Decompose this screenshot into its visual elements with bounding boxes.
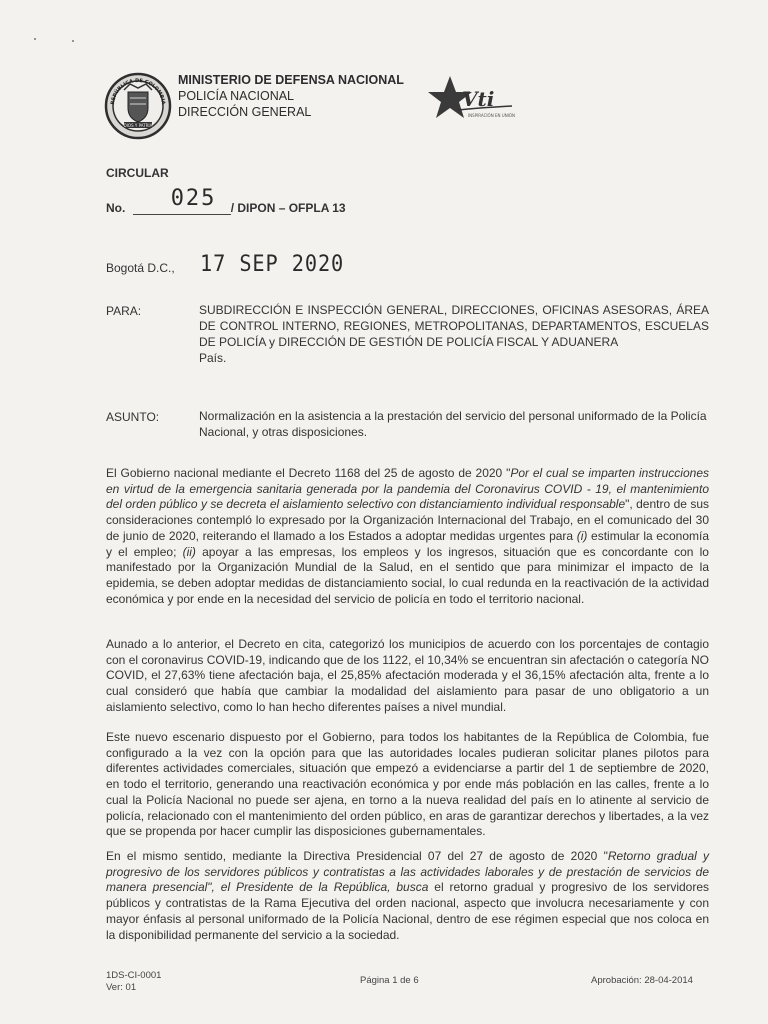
para-label: PARA: xyxy=(106,304,142,318)
document-version: Ver: 01 xyxy=(106,982,137,993)
body-paragraph-4 xyxy=(106,849,709,943)
page-number: Página 1 de 6 xyxy=(360,975,419,986)
recipients-list: SUBDIRECCIÓN E INSPECCIÓN GENERAL, DIRECCIONES, OFICINAS ASESORAS, ÁREA DE CONTROL INTERNO, REGIONES, METROPOLITANAS, DEPARTAMENTOS, ESCUELAS DE POLICÍA y DIRECCIÓN DE GESTIÓN DE POLICÍA FISCAL Y ADUANERA xyxy=(199,303,709,349)
body-paragraph-1 xyxy=(106,466,709,607)
svg-text:DIOS Y PATRIA: DIOS Y PATRIA xyxy=(123,123,153,128)
svg-text:REPÚBLICA DE COLOMBIA: REPÚBLICA DE COLOMBIA xyxy=(109,77,167,106)
recipients xyxy=(199,302,709,366)
text-run: estimular la economía y el empleo; xyxy=(106,528,709,559)
circular-number-line xyxy=(106,186,346,215)
footer-code xyxy=(106,970,161,994)
body-paragraph-3: Este nuevo escenario dispuesto por el Gobierno, para todos los habitantes de la República de Colombia, fue configurado a la vez con la opción para que las autoridades locales pudieran solicitar planes pilotos para diferentes actividades comerciales, situación que empezó a evidenciarse a partir del 1 de septiembre de 2020, en todo el territorio, generando una reactivación económica y por ende más población en las calles, frente a lo cual la Policía Nacional no puede ser ajena, en torno a la nueva realidad del país en lo atinente al servicio de policía, relacionado con el mantenimiento del orden público, en aras de garantizar derechos y libertades, a la vez que se propenda por hacer cumplir las disposiciones gubernamentales. xyxy=(106,730,709,839)
number-underline xyxy=(133,186,231,215)
svg-text:INSPIRACIÓN EN UNIÓN: INSPIRACIÓN EN UNIÓN xyxy=(468,113,516,118)
subject-label: ASUNTO: xyxy=(106,410,160,424)
subject-text: Normalización en la asistencia a la prestación del servicio del personal uniformado de la Policía Nacional, y otras disposiciones. xyxy=(199,409,707,439)
organization-block xyxy=(178,72,404,120)
scan-speck xyxy=(34,38,36,40)
date-place: Bogotá D.C., xyxy=(106,261,175,275)
text-run: El Gobierno nacional mediante el Decreto 1168 del 25 de agosto de 2020 " xyxy=(106,466,511,480)
police-name: POLICÍA NACIONAL xyxy=(178,89,295,103)
decree-title: Por el cual se imparten instrucciones en virtud de la emergencia sanitaria generada por la pandemia del Coronavirus COVID - 19, el mantenimiento del orden público y se decreta el aislamiento selectivo con distanciamiento individual responsable xyxy=(106,466,709,512)
recipients-country: País. xyxy=(199,351,227,365)
scan-speck xyxy=(72,40,74,42)
number-prefix: No. xyxy=(106,201,126,215)
svg-text:Vti: Vti xyxy=(462,87,495,111)
circular-code: / DIPON – OFPLA 13 xyxy=(230,201,346,215)
text-run: apoyar a las empresas, los empleos y los ingresos, situación que es concordante con lo manifestado por la Organización Mundial de la Salud, en el sentido que para minimizar el impacto de la epidemia, se deben adoptar medidas de distanciamiento social, lo cual redunda en la reactivación de la actividad económica y por ende en la necesidad del servicio de policía en todo el territorio nacional. xyxy=(106,544,709,606)
ministry-name: MINISTERIO DE DEFENSA NACIONAL xyxy=(178,73,404,87)
body-paragraph-2: Aunado a lo anterior, el Decreto en cita, categorizó los municipios de acuerdo con los porcentajes de contagio con el coronavirus COVID-19, indicando que de los 1122, el 10,34% se encuentran sin afectación o categoría NO COVID, el 27,63% tiene afectación baja, el 25,85% afectación moderada y el 36,15% afectación alta, frente a lo cual consideró que había que cambiar la modalidad del aislamiento para pasar de uno obligatorio a un aislamiento selectivo, como lo han hecho diferentes países a nivel mundial. xyxy=(106,637,709,714)
date-stamp: 17 SEP 2020 xyxy=(200,252,345,277)
circular-label: CIRCULAR xyxy=(106,166,169,180)
star-logo xyxy=(428,72,518,124)
directive-title: Retorno gradual y progresivo de los servidores públicos y contratistas a las actividades laborales y de prestación de servicios de manera presencial", el Presidente de la República, busca xyxy=(106,849,710,895)
enumerator: (ii) xyxy=(182,544,196,559)
text-run: ", dentro de sus consideraciones contempló lo expresado por la Organización Internacional del Trabajo, en el comunicado del 30 de junio de 2020, reiterando el llamado a los Estados a adoptar medidas urgentes para xyxy=(106,497,709,543)
enumerator: (i) xyxy=(576,528,588,543)
approval-date: Aprobación: 28-04-2014 xyxy=(591,975,693,986)
text-run: el retorno gradual y progresivo de los servidores públicos y contratistas de la Rama Ejecutiva del orden nacional, aspecto que involucra necesariamente y con mayor énfasis al personal uniformado de la Policía Nacional, dentro de ese régimen especial que nos coloca en la disponibilidad permanente del servicio a la sociedad. xyxy=(106,880,709,942)
police-seal-logo xyxy=(104,70,172,142)
direction-name: DIRECCIÓN GENERAL xyxy=(178,105,312,119)
circular-number: 025 xyxy=(170,186,217,211)
text-run: En el mismo sentido, mediante la Directiva Presidencial 07 del 27 de agosto de 2020 " xyxy=(106,849,608,863)
document-code: 1DS-CI-0001 xyxy=(106,970,162,981)
